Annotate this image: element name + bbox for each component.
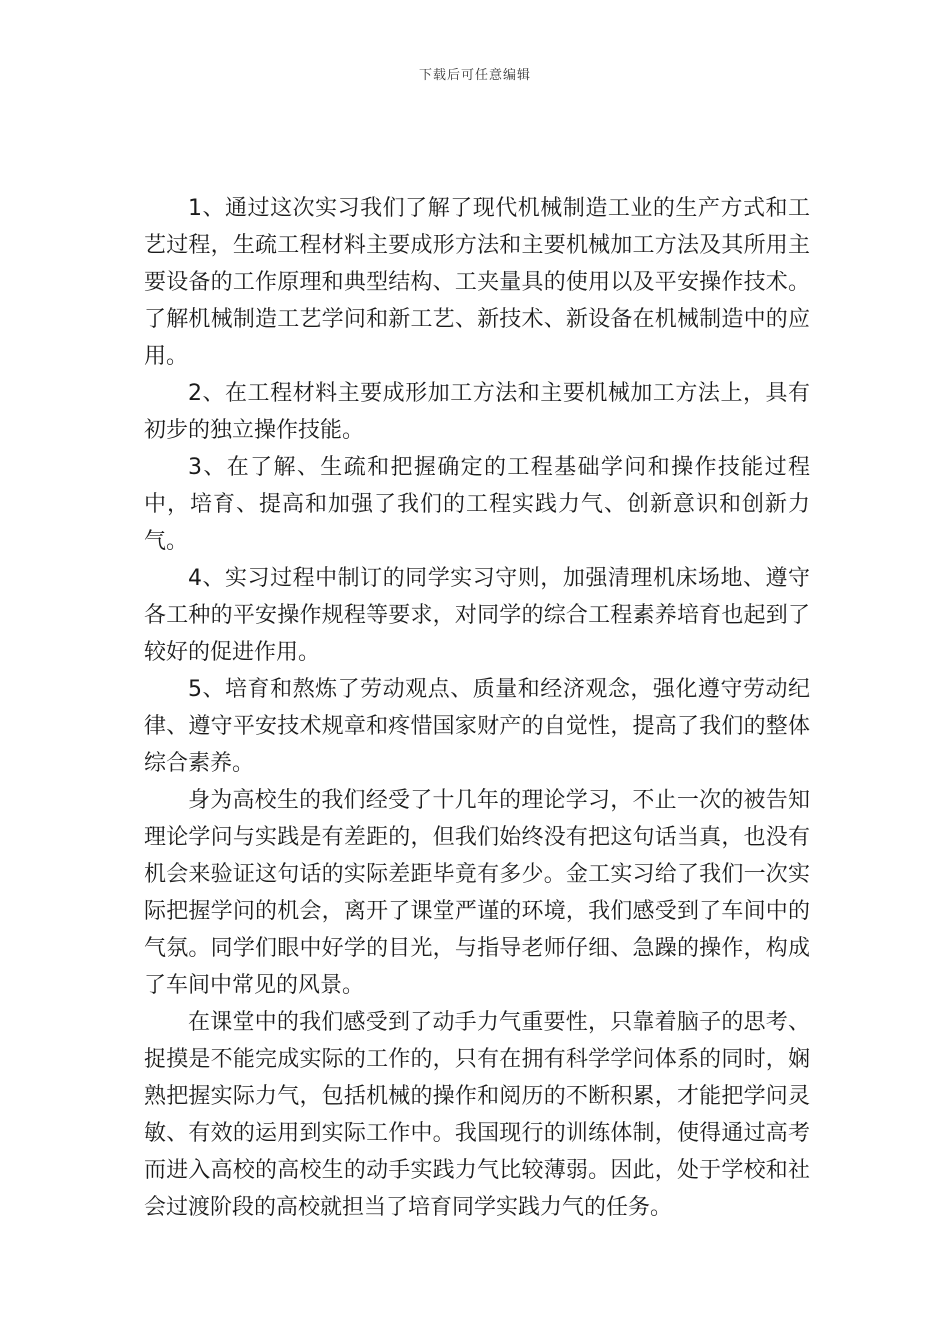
document-body [144,190,810,1226]
paragraph-reflection: 身为高校生的我们经受了十几年的理论学习，不止一次的被告知理论学问与实践是有差距的，但我们始终没有把这句话当真，也没有机会来验证这句话的实际差距毕竟有多少。金工实习给了我们一次实际把握学问的机会，离开了课堂严谨的环境，我们感受到了车间中的气氛。同学们眼中好学的目光，与指导老师仔细、急躁的操作，构成了车间中常见的风景。 [144,788,810,998]
paragraph-item-2: 2、在工程材料主要成形加工方法和主要机械加工方法上，具有初步的独立操作技能。 [144,381,810,443]
paragraph-item-5: 5、培育和熬炼了劳动观点、质量和经济观念，强化遵守劳动纪律、遵守平安技术规章和疼惜国家财产的自觉性，提高了我们的整体综合素养。 [144,677,810,776]
page-header: 下载后可任意编辑 [418,68,531,83]
paragraph-item-1: 1、通过这次实习我们了解了现代机械制造工业的生产方式和工艺过程，生疏工程材料主要成形方法和主要机械加工方法及其所用主要设备的工作原理和典型结构、工夹量具的使用以及平安操作技术。了解机械制造工艺学问和新工艺、新技术、新设备在机械制造中的应用。 [144,196,810,369]
paragraph-item-3: 3、在了解、生疏和把握确定的工程基础学问和操作技能过程中，培育、提高和加强了我们的工程实践力气、创新意识和创新力气。 [144,455,810,554]
paragraph-conclusion: 在课堂中的我们感受到了动手力气重要性，只靠着脑子的思考、捉摸是不能完成实际的工作的，只有在拥有科学学问体系的同时，娴熟把握实际力气，包括机械的操作和阅历的不断积累，才能把学问灵敏、有效的运用到实际工作中。我国现行的训练体制，使得通过高考而进入高校的高校生的动手实践力气比较薄弱。因此，处于学校和社会过渡阶段的高校就担当了培育同学实践力气的任务。 [144,1010,810,1220]
paragraph-item-4: 4、实习过程中制订的同学实习守则，加强清理机床场地、遵守各工种的平安操作规程等要求，对同学的综合工程素养培育也起到了较好的促进作用。 [144,566,810,665]
